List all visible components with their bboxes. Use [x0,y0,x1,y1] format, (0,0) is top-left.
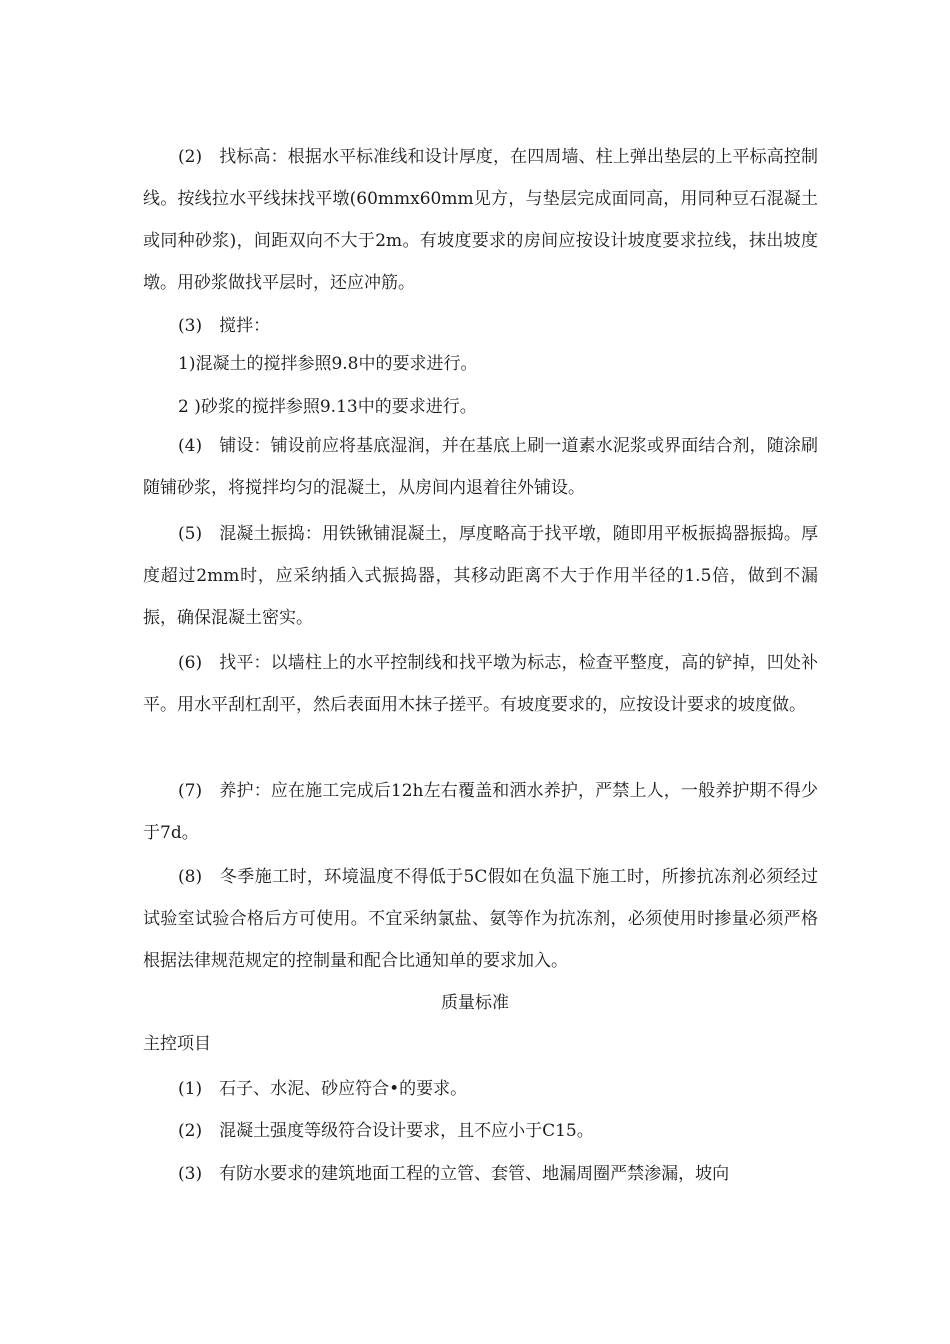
paragraph-vibration: (5) 混凝土振捣：用铁锹铺混凝土，厚度略高于找平墩，随即用平板振捣器振捣。厚度超过2mm时，应采纳插入式振捣器，其移动距离不大于作用半径的1.5倍，做到不漏振，确保混凝土密实。 [143,524,818,628]
paragraph-laying: (4) 铺设：铺设前应将基底湿润，并在基底上刷一道素水泥浆或界面结合剂，随涂刷随铺砂浆，将搅拌均匀的混凝土，从房间内退着往外铺设。 [143,436,818,498]
paragraph-winter-construction: (8) 冬季施工时，环境温度不得低于5C假如在负温下施工时，所掺抗冻剂必须经过试验室试验合格后方可使用。不宜采纳氯盐、氨等作为抗冻剂，必须使用时掺量必须严格根据法律规范规定的控制量和配合比通知单的要求加入。 [143,867,818,971]
list-item: (3) 有防水要求的建筑地面工程的立管、套管、地漏周圈严禁渗漏，坡向 [178,1164,730,1184]
paragraph-leveling: (6) 找平：以墙柱上的水平控制线和找平墩为标志，检查平整度，高的铲掉，凹处补平。用水平刮杠刮平，然后表面用木抹子搓平。有坡度要求的，应按设计要求的坡度做。 [143,653,818,715]
list-item: (1) 石子、水泥、砂应符合•的要求。 [178,1079,468,1099]
paragraph-concrete-mixing: 1)混凝土的搅拌参照9.8中的要求进行。 [178,354,478,374]
list-item: (2) 混凝土强度等级符合设计要求，且不应小于C15。 [178,1121,594,1141]
section-title: 质量标准 [441,993,509,1013]
paragraph-mortar-mixing: 2 )砂浆的搅拌参照9.13中的要求进行。 [178,397,477,417]
subsection-title: 主控项目 [143,1034,211,1054]
paragraph-mixing-heading: (3) 搅拌： [178,316,271,336]
paragraph-curing: (7) 养护：应在施工完成后12h左右覆盖和洒水养护，严禁上人，一般养护期不得少于7d。 [143,781,818,843]
paragraph-find-elevation: (2) 找标高：根据水平标准线和设计厚度，在四周墙、柱上弹出垫层的上平标高控制线。按线拉水平线抹找平墩(60mmx60mm见方，与垫层完成面同高，用同种豆石混凝土或同种砂浆)，间距双向不大于2m。有坡度要求的房间应按设计坡度要求拉线，抹出坡度墩。用砂浆做找平层时，还应冲筋。 [143,147,818,293]
